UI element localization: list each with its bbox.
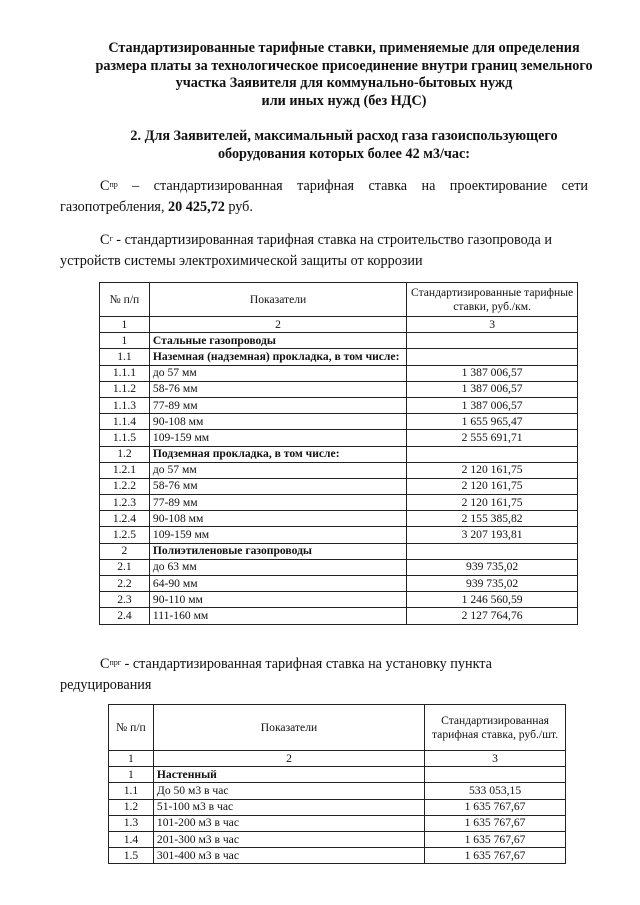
table-row [100,365,578,381]
row-number: 2 [100,543,150,559]
header-rate: Стандартизированная тарифная ставка, руб./шт. [425,705,566,751]
row-label: 201-300 м3 в час [153,831,424,847]
column-number-row [109,751,566,767]
paragraph-reduction-line-1 [60,654,588,675]
row-label: 111-160 мм [149,608,406,624]
title-line-2: размера платы за технологическое присоединение внутри границ земельного [95,57,593,74]
header-number: № п/п [100,283,150,317]
row-label: 301-400 м3 в час [153,848,424,864]
row-label: 77-89 мм [149,495,406,511]
row-value: 1 387 006,57 [407,381,578,397]
row-value [407,349,578,365]
row-number: 1.3 [109,815,154,831]
paragraph-text: – стандартизированная тарифная ставка на проектирование сети [132,178,589,194]
reduction-point-rates-table [108,704,566,864]
row-value: 1 635 767,67 [425,831,566,847]
row-value: 1 635 767,67 [425,815,566,831]
rate-symbol: С [100,232,110,248]
paragraph-design-line-1 [60,176,588,197]
row-number: 1.1 [100,349,150,365]
row-label: Полиэтиленовые газопроводы [149,543,406,559]
row-label: 109-159 мм [149,430,406,446]
row-number: 1.1.5 [100,430,150,446]
table-row [100,397,578,413]
row-label: 90-110 мм [149,592,406,608]
table-row [109,831,566,847]
pipeline-rates-table [99,282,578,625]
row-value [407,543,578,559]
table-row [109,767,566,783]
paragraph-reduction-line-2: редуцирования [60,677,152,693]
row-value: 1 635 767,67 [425,799,566,815]
table-row [100,333,578,349]
table-row [100,478,578,494]
row-number: 1.1 [109,783,154,799]
row-number: 1 [109,767,154,783]
rate-symbol: С [100,656,110,672]
row-value [407,333,578,349]
row-label: 58-76 мм [149,478,406,494]
paragraph-design-line-2 [60,197,588,218]
row-number: 1.2.3 [100,495,150,511]
row-value: 939 735,02 [407,559,578,575]
row-value: 1 655 965,47 [407,414,578,430]
row-value: 1 387 006,57 [407,397,578,413]
rate-symbol-sup: прг [109,658,122,667]
row-value: 1 387 006,57 [407,365,578,381]
table-row [100,430,578,446]
row-number: 2.1 [100,559,150,575]
row-label: 90-108 мм [149,414,406,430]
section-line-1: 2. Для Заявителей, максимальный расход газа газоиспользующего [130,128,558,144]
row-value [407,446,578,462]
table-row [109,848,566,864]
header-indicator: Показатели [153,705,424,751]
row-number: 1.2.4 [100,511,150,527]
row-number: 1.2.1 [100,462,150,478]
row-number: 1.1.1 [100,365,150,381]
paragraph-construction-line-2: устройств системы электрохимической защиты от коррозии [60,253,423,269]
table-row [109,815,566,831]
table-row [109,783,566,799]
rate-symbol-sup: г [109,234,113,243]
title-line-1: Стандартизированные тарифные ставки, применяемые для определения [108,40,580,56]
table-row [100,511,578,527]
section-heading [60,128,628,163]
table-row [100,349,578,365]
row-label: до 63 мм [149,559,406,575]
row-value: 2 120 161,75 [407,495,578,511]
rate-symbol: С [100,178,110,194]
row-number: 1.1.4 [100,414,150,430]
row-value: 533 053,15 [425,783,566,799]
row-label: Стальные газопроводы [149,333,406,349]
column-number: 1 [100,317,150,333]
paragraph-reduction-rate [60,654,588,696]
row-value: 2 120 161,75 [407,462,578,478]
row-value: 2 155 385,82 [407,511,578,527]
column-number: 1 [109,751,154,767]
paragraph-text: - стандартизированная тарифная ставка на строительство газопровода и [112,232,552,248]
row-value: 1 246 560,59 [407,592,578,608]
row-label: 90-108 мм [149,511,406,527]
header-number: № п/п [109,705,154,751]
header-indicator: Показатели [149,283,406,317]
table-row [100,608,578,624]
paragraph-design-rate [60,176,588,218]
row-value: 1 635 767,67 [425,848,566,864]
row-number: 1.2.5 [100,527,150,543]
row-label: 109-159 мм [149,527,406,543]
table-row [100,495,578,511]
table-row [100,414,578,430]
row-value: 3 207 193,81 [407,527,578,543]
row-value [425,767,566,783]
column-number: 2 [149,317,406,333]
row-value: 2 127 764,76 [407,608,578,624]
row-value: 2 120 161,75 [407,478,578,494]
row-number: 1.1.3 [100,397,150,413]
paragraph-text: газопотребления, [60,199,169,215]
table-header-row [109,705,566,751]
title-line-3: участка Заявителя для коммунально-бытовых нужд [175,75,513,91]
row-number: 2.2 [100,576,150,592]
table-row [100,381,578,397]
row-label: 51-100 м3 в час [153,799,424,815]
paragraph-construction-line-1 [60,230,588,251]
row-number: 1.2 [100,446,150,462]
row-label: 77-89 мм [149,397,406,413]
row-number: 1 [100,333,150,349]
title-line-4: или иных нужд (без НДС) [261,92,427,109]
row-number: 2.3 [100,592,150,608]
table-row [100,576,578,592]
table-row [109,799,566,815]
section-line-2: оборудования которых более 42 м3/час: [217,145,471,162]
column-number-row [100,317,578,333]
column-number: 3 [407,317,578,333]
row-number: 2.4 [100,608,150,624]
document-title [60,40,628,110]
row-number: 1.2 [109,799,154,815]
paragraph-text: руб. [224,199,253,215]
row-label: Настенный [153,767,424,783]
row-label: до 57 мм [149,462,406,478]
row-label: Подземная прокладка, в том числе: [149,446,406,462]
table-row [100,559,578,575]
row-label: 58-76 мм [149,381,406,397]
table-row [100,543,578,559]
table-header-row [100,283,578,317]
row-label: до 57 мм [149,365,406,381]
row-label: До 50 м3 в час [153,783,424,799]
row-value: 2 555 691,71 [407,430,578,446]
row-label: Наземная (надземная) прокладка, в том числе: [149,349,406,365]
header-rate: Стандартизированные тарифные ставки, руб./км. [407,283,578,317]
row-number: 1.2.2 [100,478,150,494]
row-number: 1.4 [109,831,154,847]
rate-symbol-sup: пр [109,180,118,189]
row-label: 101-200 м3 в час [153,815,424,831]
row-label: 64-90 мм [149,576,406,592]
table-row [100,527,578,543]
paragraph-construction-rate [60,230,588,272]
row-number: 1.5 [109,848,154,864]
column-number: 3 [425,751,566,767]
table-row [100,462,578,478]
column-number: 2 [153,751,424,767]
table-row [100,592,578,608]
design-rate-value: 20 425,72 [168,199,225,215]
row-number: 1.1.2 [100,381,150,397]
table-row [100,446,578,462]
paragraph-text: - стандартизированная тарифная ставка на установку пункта [121,656,492,672]
row-value: 939 735,02 [407,576,578,592]
